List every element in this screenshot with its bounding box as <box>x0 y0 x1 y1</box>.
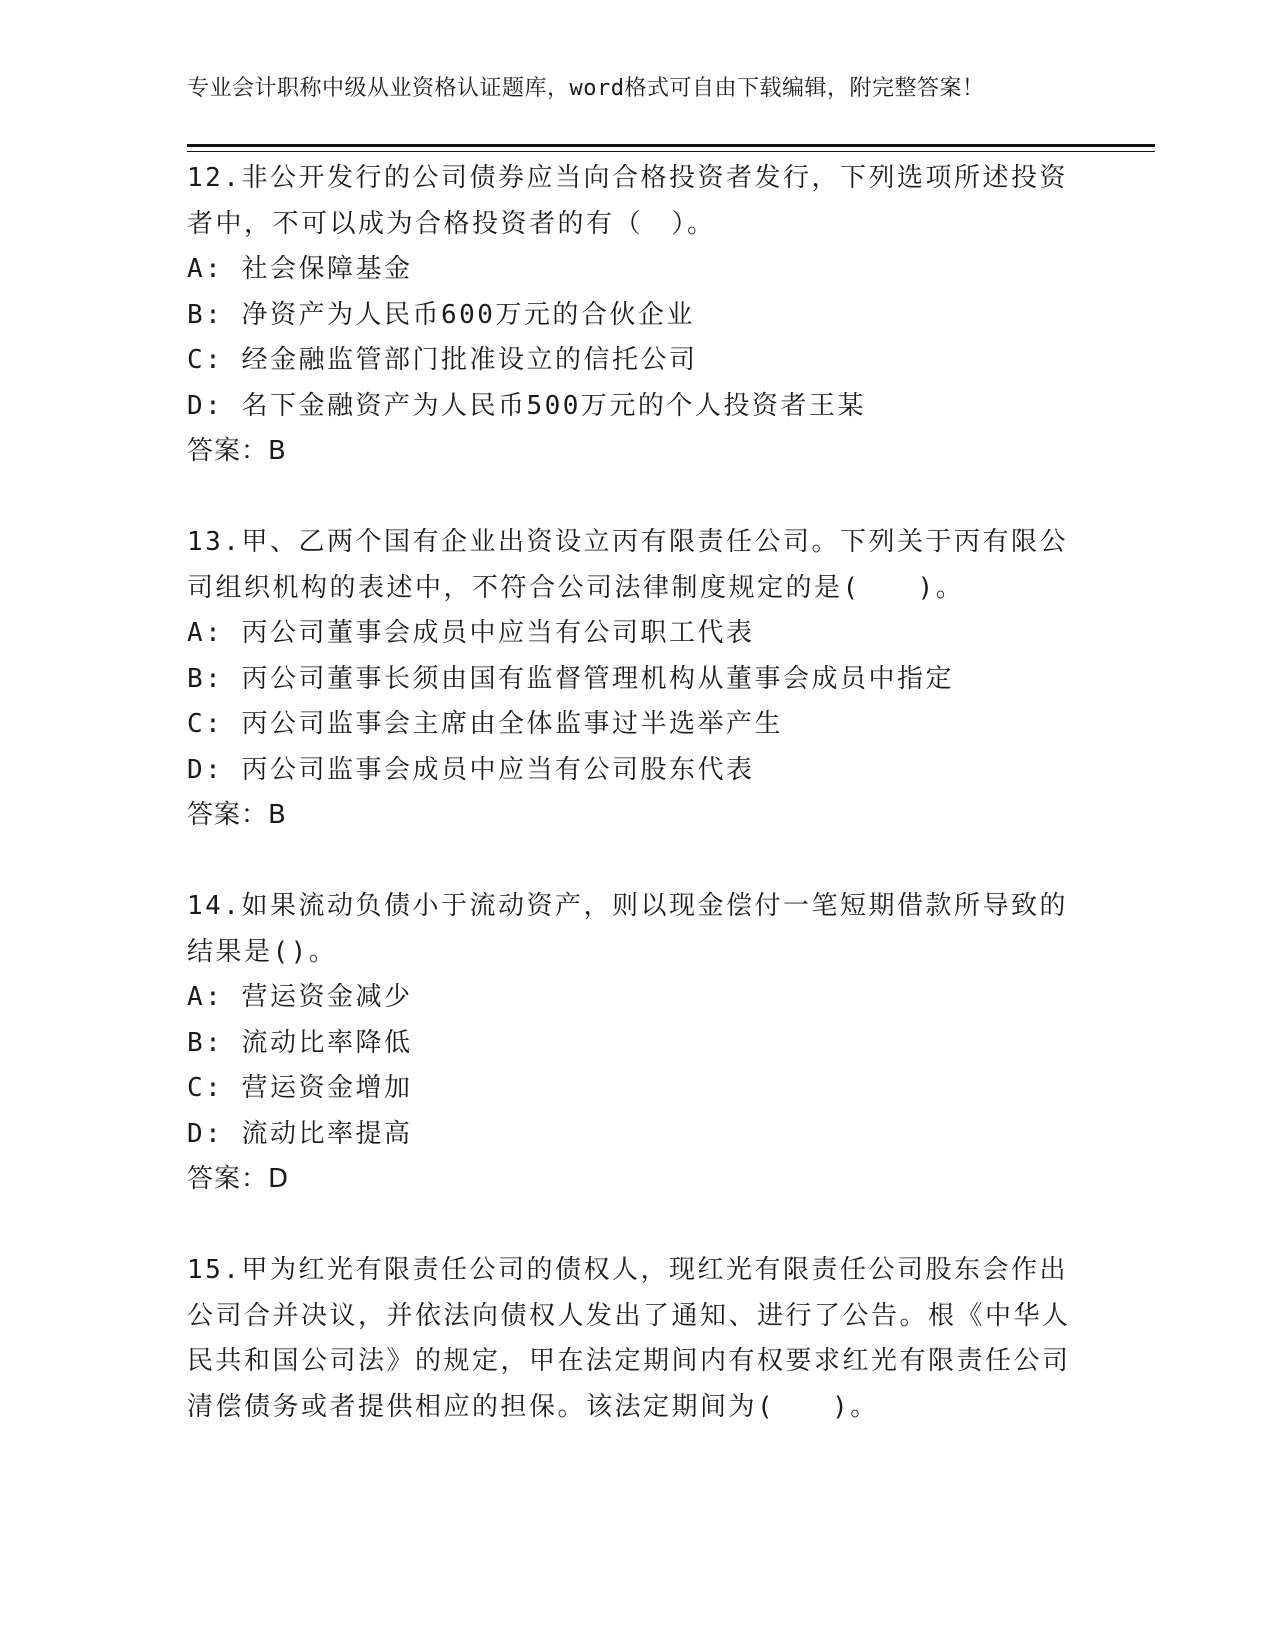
option-a: A: 营运资金减少 <box>187 982 413 1012</box>
option-d: D: 名下金融资产为人民币500万元的个人投资者王某 <box>187 390 866 421</box>
spacer <box>187 475 1087 521</box>
question-text: 14.如果流动负债小于流动资产，则以现金偿付一笔短期借款所导致的结果是()。 <box>187 891 1068 967</box>
option-d: D: 丙公司监事会成员中应当有公司股东代表 <box>187 754 755 785</box>
header-rule-thin <box>187 151 1155 152</box>
question-13 <box>187 520 1087 839</box>
question-15 <box>187 1248 1087 1430</box>
answer-line: 答案：B <box>187 800 287 830</box>
option-c: C: 经金融监管部门批准设立的信托公司 <box>187 345 698 375</box>
option-b: B: 丙公司董事长须由国有监督管理机构从董事会成员中指定 <box>187 663 954 694</box>
option-c: C: 丙公司监事会主席由全体监事过半选举产生 <box>187 709 783 739</box>
spacer <box>187 1203 1087 1249</box>
option-c: C: 营运资金增加 <box>187 1073 413 1103</box>
answer-line: 答案：D <box>187 1164 290 1194</box>
option-d: D: 流动比率提高 <box>187 1118 413 1149</box>
question-text: 12.非公开发行的公司债券应当向合格投资者发行，下列选项所述投资者中，不可以成为合格投资者的有（ ）。 <box>187 163 1068 239</box>
answer-line: 答案：B <box>187 436 287 466</box>
question-14 <box>187 884 1087 1203</box>
spacer <box>187 839 1087 885</box>
option-b: B: 流动比率降低 <box>187 1027 413 1058</box>
option-a: A: 丙公司董事会成员中应当有公司职工代表 <box>187 618 755 648</box>
question-text: 15.甲为红光有限责任公司的债权人，现红光有限责任公司股东会作出公司合并决议，并依法向债权人发出了通知、进行了公告。根《中华人民共和国公司法》的规定，甲在法定期间内有权要求红光有限责任公司清偿债务或者提供相应的担保。该法定期间为( )。 <box>187 1255 1071 1422</box>
page-header-note: 专业会计职称中级从业资格认证题库，word格式可自由下载编辑，附完整答案！ <box>187 76 985 101</box>
header-rule-thick <box>187 144 1155 147</box>
option-a: A: 社会保障基金 <box>187 254 413 284</box>
option-b: B: 净资产为人民币600万元的合伙企业 <box>187 299 695 330</box>
question-text: 13.甲、乙两个国有企业出资设立丙有限责任公司。下列关于丙有限公司组织机构的表述中，不符合公司法律制度规定的是( )。 <box>187 527 1068 603</box>
question-12 <box>187 156 1087 475</box>
question-list <box>187 156 1087 1430</box>
